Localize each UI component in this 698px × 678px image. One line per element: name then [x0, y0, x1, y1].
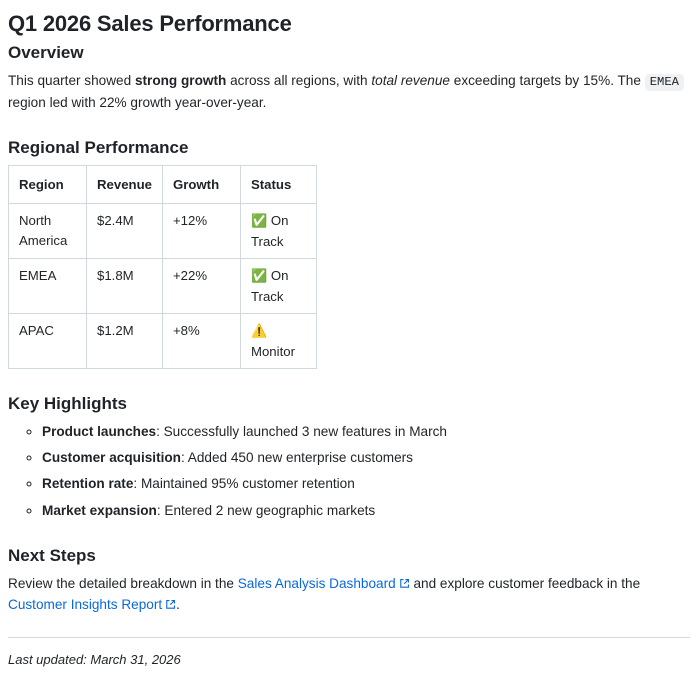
cell-region: EMEA [9, 259, 87, 314]
overview-text-1: This quarter showed [8, 72, 135, 88]
highlight-text: : Successfully launched 3 new features in March [156, 423, 447, 439]
overview-bold-strong-growth: strong growth [134, 72, 227, 88]
highlight-label: Product launches [42, 423, 157, 439]
table-header [9, 165, 317, 204]
cell-growth: +22% [162, 259, 240, 314]
status-warning-icon: ⚠️ [250, 324, 268, 340]
page-title: Q1 2026 Sales Performance [8, 11, 292, 36]
key-highlights-list [8, 422, 690, 522]
status-badge: On Track [250, 213, 289, 250]
cell-status [240, 314, 316, 369]
external-link-icon [399, 578, 410, 589]
cell-growth: +12% [162, 204, 240, 259]
status-badge: Monitor [250, 344, 295, 360]
status-check-icon: ✅ [250, 214, 268, 230]
divider [8, 637, 690, 638]
regional-performance-table [8, 165, 317, 370]
status-badge: On Track [250, 268, 289, 305]
section-heading-key-highlights: Key Highlights [8, 394, 128, 414]
list-item [42, 474, 690, 494]
highlight-text: : Maintained 95% customer retention [133, 476, 355, 492]
highlight-text: : Added 450 new enterprise customers [180, 449, 413, 465]
list-item [42, 422, 690, 442]
section-heading-overview: Overview [8, 42, 84, 62]
section-heading-regional-performance: Regional Performance [8, 137, 189, 157]
table-header-row [9, 165, 317, 204]
link-customer-insights-report[interactable] [8, 597, 176, 612]
cell-revenue: $2.4M [87, 204, 163, 259]
column-header-status: Status [240, 165, 316, 204]
column-header-revenue: Revenue [87, 165, 163, 204]
next-steps-text-1: Review the detailed breakdown in the [8, 576, 238, 592]
next-steps-text-3: . [176, 597, 180, 613]
cell-status [240, 204, 316, 259]
table-row [9, 314, 317, 369]
highlight-label: Customer acquisition [42, 449, 181, 465]
external-link-icon [165, 599, 176, 610]
cell-revenue: $1.2M [87, 314, 163, 369]
overview-italic-total-revenue: total revenue [371, 72, 450, 88]
list-item [42, 501, 690, 521]
cell-status [240, 259, 316, 314]
section-heading-next-steps: Next Steps [8, 546, 96, 566]
overview-paragraph [8, 70, 690, 113]
list-item [42, 448, 690, 468]
overview-text-3: exceeding targets by 15%. The [449, 72, 645, 88]
cell-region: North America [9, 204, 87, 259]
table-body [9, 204, 317, 369]
link-label: Customer Insights Report [8, 597, 163, 613]
cell-revenue: $1.8M [87, 259, 163, 314]
table-row [9, 204, 317, 259]
column-header-region: Region [9, 165, 87, 204]
cell-region: APAC [9, 314, 87, 369]
column-header-growth: Growth [162, 165, 240, 204]
link-label: Sales Analysis Dashboard [237, 576, 396, 592]
link-sales-analysis-dashboard[interactable] [238, 576, 410, 591]
last-updated-note: Last updated: March 31, 2026 [8, 652, 181, 668]
cell-growth: +8% [162, 314, 240, 369]
overview-code-emea: EMEA [645, 74, 684, 91]
next-steps-paragraph [8, 573, 690, 615]
highlight-text: : Entered 2 new geographic markets [156, 502, 376, 518]
next-steps-text-2: and explore customer feedback in the [409, 576, 641, 592]
status-check-icon: ✅ [250, 269, 268, 285]
highlight-label: Retention rate [42, 476, 134, 492]
table-row [9, 259, 317, 314]
overview-text-4: region led with 22% growth year-over-year. [8, 94, 267, 110]
highlight-label: Market expansion [42, 502, 157, 518]
overview-text-2: across all regions, with [226, 72, 372, 88]
